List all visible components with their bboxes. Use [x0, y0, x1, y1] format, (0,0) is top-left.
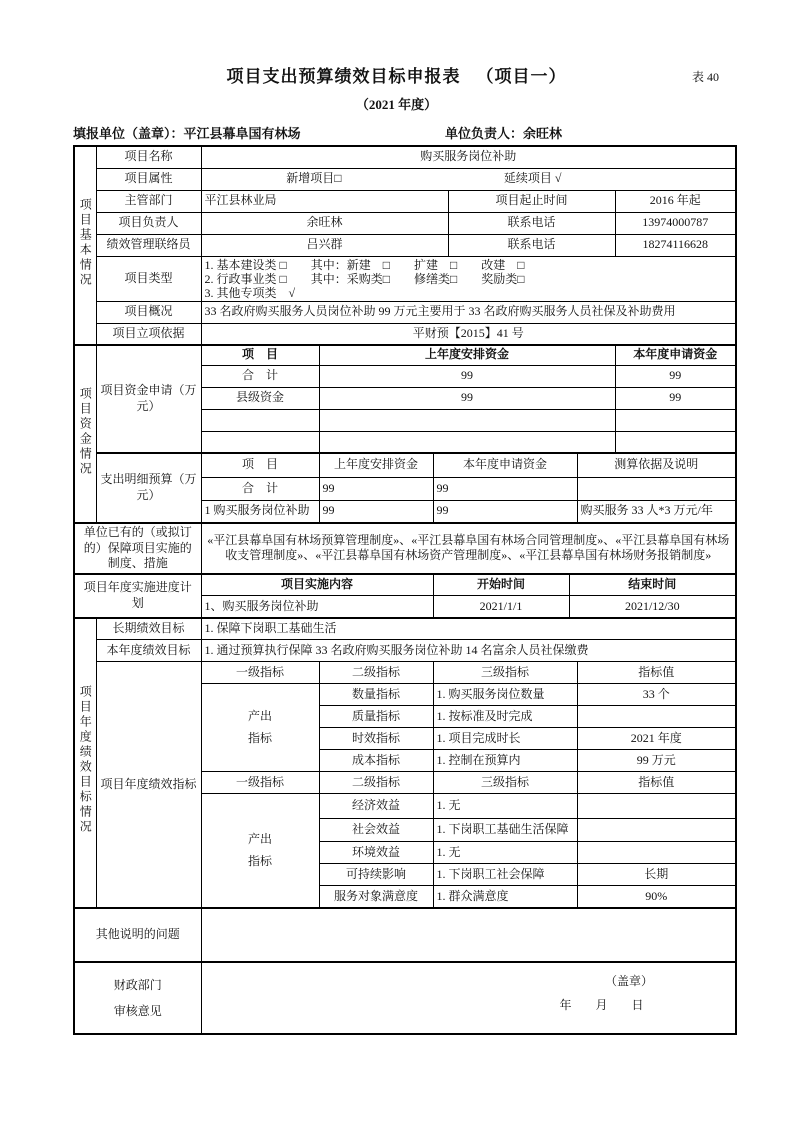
other-issues-label: 其他说明的问题	[74, 908, 201, 962]
funds-detail-header-item: 项 目	[201, 453, 319, 477]
fill-unit-line	[73, 123, 735, 142]
project-name-value: 购买服务岗位补助	[201, 146, 736, 168]
section-funds-label: 项目资金情况	[78, 386, 93, 477]
overview-value: 33 名政府购买服务人员岗位补助 99 万元主要用于 33 名政府购买服务人员社保及补助费用	[201, 301, 736, 323]
funds-apply-row-curr: 99	[615, 387, 736, 409]
indicator-value	[577, 706, 736, 728]
project-attr-options	[205, 171, 733, 187]
audit-label-line1: 财政部门	[113, 977, 162, 992]
declaration-form-table	[73, 145, 737, 1035]
indicator-value: 长期	[577, 864, 736, 886]
funds-detail-row-prev: 99	[319, 500, 433, 523]
funds-apply-header-prev: 上年度安排资金	[319, 345, 615, 365]
type-options-cell	[201, 256, 736, 301]
project-name-label: 项目名称	[96, 146, 201, 168]
indicator-l3: 1. 群众满意度	[433, 886, 577, 908]
output-block-level1	[201, 684, 319, 772]
indicator-value: 2021 年度	[577, 728, 736, 750]
longterm-goal-label: 长期绩效目标	[96, 618, 201, 640]
schedule-row-content: 1、购买服务岗位补助	[201, 596, 433, 618]
funds-detail-row-curr: 99	[433, 477, 577, 500]
funds-apply-row-prev: 99	[319, 365, 615, 387]
leader-label: 项目负责人	[96, 212, 201, 234]
funds-detail-row-name: 1 购买服务岗位补助	[201, 500, 319, 523]
section-basic-info	[74, 146, 96, 345]
funds-apply-label: 项目资金申请（万元）	[96, 345, 201, 453]
overview-label: 项目概况	[96, 301, 201, 323]
phone2-value: 18274116628	[615, 234, 736, 256]
attr-new-option: 新增项目□	[286, 171, 342, 186]
indicator-header-l2: 二级指标	[319, 772, 433, 794]
indicator-l2: 可持续影响	[319, 864, 433, 886]
liaison-label: 绩效管理联络员	[96, 234, 201, 256]
indicator-l2: 数量指标	[319, 684, 433, 706]
page-title	[0, 62, 793, 87]
indicator-l3: 1. 项目完成时长	[433, 728, 577, 750]
project-attr-cell	[201, 168, 736, 190]
funds-apply-header-curr: 本年度申请资金	[615, 345, 736, 365]
section-performance	[74, 618, 96, 908]
other-issues-value	[201, 908, 736, 962]
phone1-label: 联系电话	[448, 212, 615, 234]
indicator-value: 90%	[577, 886, 736, 908]
schedule-header-start: 开始时间	[433, 574, 569, 596]
indicator-l3: 1. 无	[433, 794, 577, 819]
funds-detail-row-name: 合 计	[201, 477, 319, 500]
funds-apply-row-prev	[319, 431, 615, 453]
type-line-3: 3. 其他专项类 √	[204, 285, 296, 300]
dept-label: 主管部门	[96, 190, 201, 212]
type-line-2: 2. 行政事业类 □ 其中：采购类□ 修缮类□ 奖励类□	[204, 271, 525, 286]
funds-detail-row-basis: 购买服务 33 人*3 万元/年	[577, 500, 736, 523]
indicator-l3: 1. 购买服务岗位数量	[433, 684, 577, 706]
type-label: 项目类型	[96, 256, 201, 301]
indicator-value: 33 个	[577, 684, 736, 706]
longterm-goal-value: 1. 保障下岗职工基础生活	[201, 618, 736, 640]
audit-label-line2: 审核意见	[113, 1003, 162, 1018]
indicator-value	[577, 842, 736, 864]
funds-detail-header-prev: 上年度安排资金	[319, 453, 433, 477]
indicator-header-l1: 一级指标	[201, 772, 319, 794]
annual-indicator-label: 项目年度绩效指标	[96, 662, 201, 908]
funds-detail-row-prev: 99	[319, 477, 433, 500]
basis-value: 平财预【2015】41 号	[201, 323, 736, 345]
funds-apply-header-item: 项 目	[201, 345, 319, 365]
phone1-value: 13974000787	[615, 212, 736, 234]
seal-placeholder: （盖章）	[605, 974, 654, 989]
funds-detail-row-basis	[577, 477, 736, 500]
indicator-l2: 环境效益	[319, 842, 433, 864]
indicator-l3: 1. 控制在预算内	[433, 750, 577, 772]
indicator-l3: 1. 下岗职工社会保障	[433, 864, 577, 886]
funds-apply-row-name	[201, 431, 319, 453]
indicator-header-l2: 二级指标	[319, 662, 433, 684]
section-performance-label: 项目年度绩效目标情况	[78, 685, 93, 836]
funds-apply-row-name	[201, 409, 319, 431]
funds-detail-row-curr: 99	[433, 500, 577, 523]
indicator-l2: 社会效益	[319, 819, 433, 842]
indicator-header-l3: 三级指标	[433, 662, 577, 684]
funds-apply-row-curr	[615, 409, 736, 431]
funds-detail-label: 支出明细预算（万元）	[96, 453, 201, 523]
indicator-l2: 经济效益	[319, 794, 433, 819]
form-number: 表 40	[692, 70, 720, 84]
schedule-row-start: 2021/1/1	[433, 596, 569, 618]
funds-detail-header-curr: 本年度申请资金	[433, 453, 577, 477]
indicator-l3: 1. 无	[433, 842, 577, 864]
indicator-l3: 1. 下岗职工基础生活保障	[433, 819, 577, 842]
indicator-l2: 服务对象满意度	[319, 886, 433, 908]
liaison-value: 吕兴群	[201, 234, 448, 256]
schedule-label: 项目年度实施进度计划	[74, 574, 201, 618]
leader-value: 余旺林	[201, 212, 448, 234]
output-block-level1-text: 产出指标	[248, 709, 273, 745]
period-value: 2016 年起	[615, 190, 736, 212]
measures-label: 单位已有的（或拟订的）保障项目实施的制度、措施	[74, 523, 201, 574]
audit-opinion-cell	[201, 962, 736, 1034]
year-subtitle: （2021 年度）	[355, 97, 438, 112]
section-funds	[74, 345, 96, 523]
funds-detail-header-basis: 测算依据及说明	[577, 453, 736, 477]
indicator-value	[577, 794, 736, 819]
attr-continue-option: 延续项目 √	[503, 171, 562, 186]
indicator-l3: 1. 按标准及时完成	[433, 706, 577, 728]
schedule-header-end: 结束时间	[569, 574, 736, 596]
basis-label: 项目立项依据	[96, 323, 201, 345]
funds-apply-row-prev: 99	[319, 387, 615, 409]
type-line-1: 1. 基本建设类 □ 其中：新建 □ 扩建 □ 改建 □	[204, 257, 525, 272]
funds-apply-row-name: 县级资金	[201, 387, 319, 409]
funds-apply-row-name: 合 计	[201, 365, 319, 387]
annual-goal-value: 1. 通过预算执行保障 33 名政府购买服务岗位补助 14 名富余人员社保缴费	[201, 640, 736, 662]
indicator-l2: 成本指标	[319, 750, 433, 772]
title-main: 项目支出预算绩效目标申报表	[226, 67, 461, 86]
audit-opinion-label	[74, 962, 201, 1034]
indicator-l2: 时效指标	[319, 728, 433, 750]
indicator-value	[577, 819, 736, 842]
measures-value: «平江县幕阜国有林场预算管理制度»、«平江县幕阜国有林场合同管理制度»、«平江县幕阜国有林场收支管理制度»、«平江县幕阜国有林场资产管理制度»、«平江县幕阜国有林场财务报销制度»	[201, 523, 736, 574]
funds-apply-row-prev	[319, 409, 615, 431]
unit-head: 单位负责人：余旺林	[445, 126, 563, 141]
phone2-label: 联系电话	[448, 234, 615, 256]
annual-goal-label: 本年度绩效目标	[96, 640, 201, 662]
schedule-row-end: 2021/12/30	[569, 596, 736, 618]
title-part: （项目一）	[476, 67, 567, 86]
fill-unit: 填报单位（盖章）：平江县幕阜国有林场	[73, 126, 301, 141]
section-basic-info-label: 项目基本情况	[78, 198, 93, 289]
funds-apply-row-curr	[615, 431, 736, 453]
indicator-header-value: 指标值	[577, 662, 736, 684]
funds-apply-row-curr: 99	[615, 365, 736, 387]
period-label: 项目起止时间	[448, 190, 615, 212]
effect-block-level1	[201, 794, 319, 908]
indicator-value: 99 万元	[577, 750, 736, 772]
effect-block-level1-text: 产出指标	[248, 831, 273, 868]
project-attr-label: 项目属性	[96, 168, 201, 190]
seal-area	[534, 974, 724, 1021]
date-placeholder: 年 月 日	[559, 997, 644, 1012]
indicator-l2: 质量指标	[319, 706, 433, 728]
indicator-header-l1: 一级指标	[201, 662, 319, 684]
schedule-header-content: 项目实施内容	[201, 574, 433, 596]
dept-value: 平江县林业局	[201, 190, 448, 212]
indicator-header-value: 指标值	[577, 772, 736, 794]
indicator-header-l3: 三级指标	[433, 772, 577, 794]
